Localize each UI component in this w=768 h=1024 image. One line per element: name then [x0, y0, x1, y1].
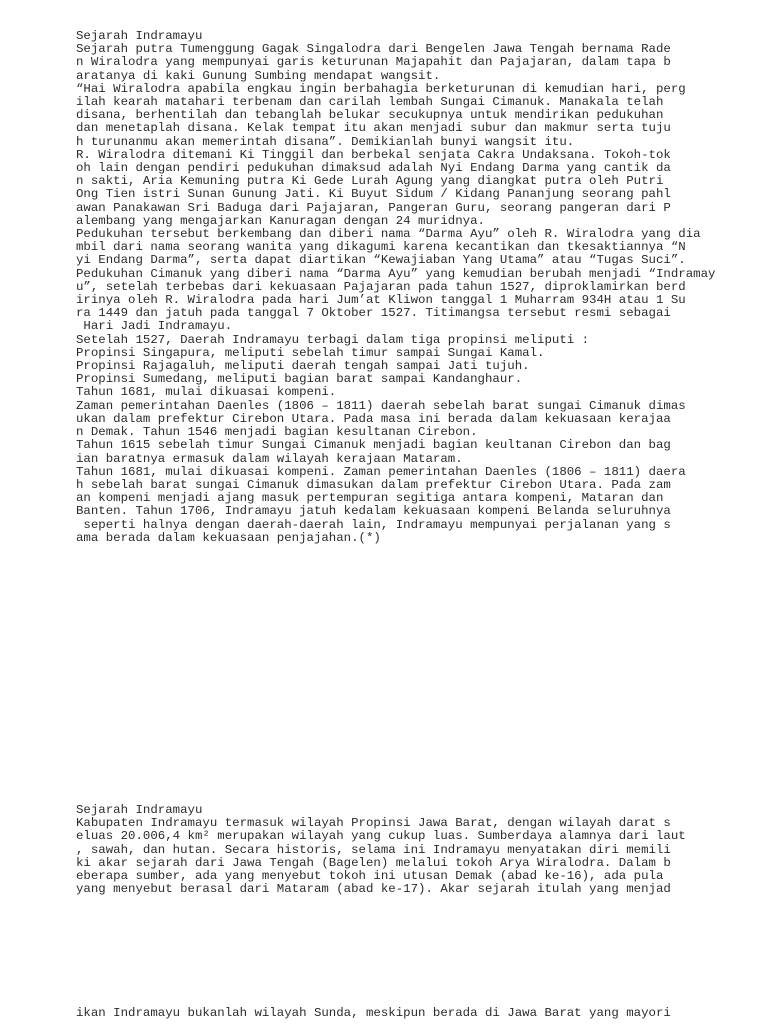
text-line: Propinsi Singapura, meliputi sebelah timur sampai Sungai Kamal. [76, 345, 545, 360]
text-line: ama berada dalam kekuasaan penjajahan.(*) [76, 530, 381, 545]
text-line: ukan dalam prefektur Cirebon Utara. Pada masa ini berada dalam kekuasaan kerajaa [76, 411, 671, 426]
text-line: yi Endang Darma”, serta dapat diartikan “Kewajiaban Yang Utama” atau “Tugas Suci”. [76, 253, 686, 268]
text-line: Pedukuhan Cimanuk yang diberi nama “Darma Ayu” yang kemudian berubah menjadi “Indramay [76, 266, 716, 281]
text-line: Propinsi Rajagaluh, meliputi daerah tengah sampai Jati tujuh. [76, 359, 530, 374]
text-line: Sejarah putra Tumenggung Gagak Singalodra dari Bengelen Jawa Tengah bernama Rade [76, 42, 671, 57]
text-block-continuation [76, 1007, 671, 1020]
text-line: Banten. Tahun 1706, Indramayu jatuh kedalam kekuasaan kompeni Belanda seluruhnya [76, 504, 671, 519]
text-line: n Wiralodra yang mempunyai garis keturunan Majapahit dan Pajajaran, dalam tapa b [76, 55, 671, 70]
text-line: n Demak. Tahun 1546 menjadi bagian kesultanan Cirebon. [76, 425, 478, 440]
text-line: Setelah 1527, Daerah Indramayu terbagi dalam tiga propinsi meliputi : [76, 332, 590, 347]
text-line: eluas 20.006,4 km² merupakan wilayah yang cukup luas. Sumberdaya alamnya dari laut [76, 829, 686, 844]
text-line: ra 1449 dan jatuh pada tanggal 7 Oktober 1527. Titimangsa tersebut resmi sebagai [76, 306, 671, 321]
text-line: Zaman pemerintahan Daenles (1806 – 1811) daerah sebelah barat sungai Cimanuk dimas [76, 398, 686, 413]
text-block-history [76, 30, 715, 545]
text-line: oh lain dengan pendiri pedukuhan dimaksud adalah Nyi Endang Darma yang cantik da [76, 161, 671, 176]
text-line: mbil dari nama seorang wanita yang dikagumi karena kecantikan dan tkesaktiannya “N [76, 240, 686, 255]
text-line: n sakti, Aria Kemuning putra Ki Gede Lurah Agung yang diangkat putra oleh Putri [76, 174, 664, 189]
section-title: Sejarah Indramayu [76, 803, 203, 817]
text-block-second-section [76, 804, 686, 896]
text-line: aratanya di kaki Gunung Sumbing mendapat wangsit. [76, 68, 441, 83]
text-line: seperti halnya dengan daerah-daerah lain, Indramayu mempunyai perjalanan yang s [76, 517, 671, 532]
text-line: Tahun 1615 sebelah timur Sungai Cimanuk menjadi bagian keultanan Cirebon dan bag [76, 438, 671, 453]
text-line: awan Panakawan Sri Baduga dari Pajajaran, Pangeran Guru, seorang pangeran dari P [76, 200, 671, 215]
text-line: ikan Indramayu bukanlah wilayah Sunda, meskipun berada di Jawa Barat yang mayori [76, 1006, 671, 1020]
section-title: Sejarah Indramayu [76, 29, 203, 43]
text-line: Tahun 1681, mulai dikuasai kompeni. Zaman pemerintahan Daenles (1806 – 1811) daera [76, 464, 686, 479]
text-line: ki akar sejarah dari Jawa Tengah (Bagelen) melalui tokoh Arya Wiralodra. Dalam b [76, 855, 671, 870]
text-line: h turunanmu akan memerintah disana”. Demikianlah bunyi wangsit itu. [76, 134, 575, 149]
text-line: h sebelah barat sungai Cimanuk dimasukan dalam prefektur Cirebon Utara. Pada zam [76, 477, 671, 492]
text-line: irinya oleh R. Wiralodra pada hari Jum’at Kliwon tanggal 1 Muharram 934H atau 1 Su [76, 293, 686, 308]
text-line: u”, setelah terbebas dari kekuasaan Pajajaran pada tahun 1527, diproklamirkan berd [76, 279, 686, 294]
text-line: Ong Tien istri Sunan Gunung Jati. Ki Buyut Sidum / Kidang Pananjung seorang pahl [76, 187, 671, 202]
text-line: yang menyebut berasal dari Mataram (abad ke-17). Akar sejarah itulah yang menjad [76, 882, 671, 897]
text-line: ilah kearah matahari terbenam dan carilah lembah Sungai Cimanuk. Manakala telah [76, 95, 664, 110]
text-line: alembang yang mengajarkan Kanuragan dengan 24 muridnya. [76, 213, 485, 228]
text-line: Propinsi Sumedang, meliputi bagian barat sampai Kandanghaur. [76, 372, 523, 387]
text-line: Hari Jadi Indramayu. [76, 319, 233, 334]
text-line: “Hai Wiralodra apabila engkau ingin berbahagia berketurunan di kemudian hari, perg [76, 81, 686, 96]
text-line: ian baratnya ermasuk dalam wilayah kerajaan Mataram. [76, 451, 463, 466]
text-line: Tahun 1681, mulai dikuasai kompeni. [76, 385, 337, 400]
text-line: R. Wiralodra ditemani Ki Tinggil dan berbekal senjata Cakra Undaksana. Tokoh-tok [76, 147, 671, 162]
text-line: , sawah, dan hutan. Secara historis, selama ini Indramayu menyatakan diri memili [76, 842, 671, 857]
text-line: Kabupaten Indramayu termasuk wilayah Propinsi Jawa Barat, dengan wilayah darat s [76, 816, 671, 831]
text-line: eberapa sumber, ada yang menyebut tokoh ini utusan Demak (abad ke-16), ada pula [76, 869, 664, 884]
text-line: dan menetaplah disana. Kelak tempat itu akan menjadi subur dan makmur serta tuju [76, 121, 671, 136]
text-line: Pedukuhan tersebut berkembang dan diberi nama “Darma Ayu” oleh R. Wiralodra yang dia [76, 227, 701, 242]
text-line: an kompeni menjadi ajang masuk pertempuran segitiga antara kompeni, Mataran dan [76, 491, 664, 506]
text-line: disana, berhentilah dan tebanglah belukar secukupnya untuk mendirikan pedukuhan [76, 108, 664, 123]
